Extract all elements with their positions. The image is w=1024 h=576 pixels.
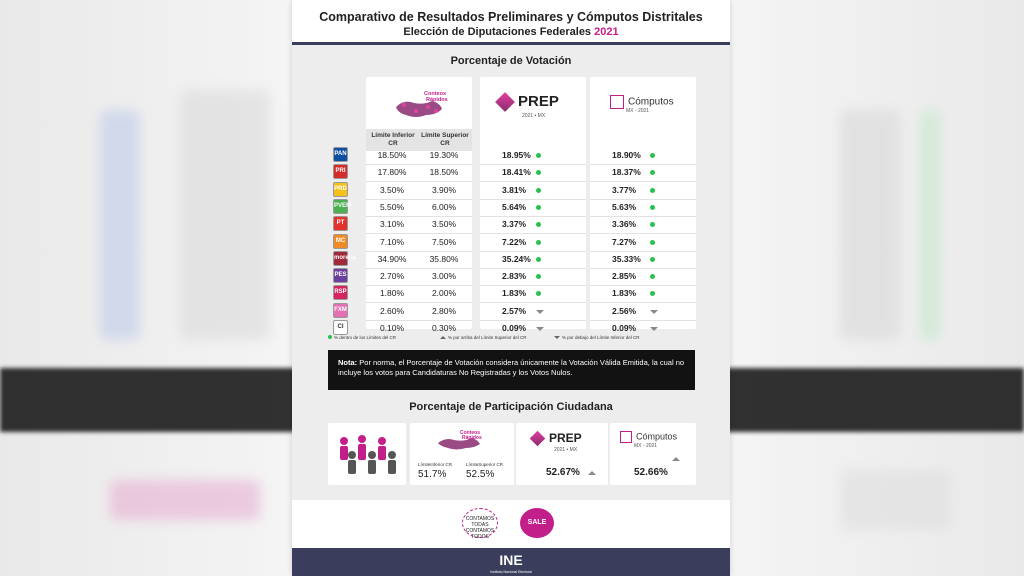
prep-small-sub: 2021 • MX: [554, 447, 578, 453]
lower-limit-cell: 3.50%: [379, 184, 405, 195]
computos-logo-small: [620, 431, 677, 443]
computos-logo-icon: [610, 95, 624, 109]
green-dot-icon: [650, 274, 655, 279]
upper-limit-cell: 35.80%: [429, 253, 459, 264]
participation-lower-label: LímiteInferior CR: [418, 462, 453, 467]
legend-within: [328, 335, 396, 340]
green-dot-icon: [650, 291, 655, 296]
table-row: [328, 285, 696, 302]
computos-logo: [610, 95, 674, 109]
prep-value-cell: 7.22%: [502, 236, 527, 247]
computos-value-cell: 18.90%: [612, 150, 641, 160]
upper-limit-cell: 2.80%: [431, 305, 457, 316]
upper-limit-cell: 3.00%: [431, 271, 457, 282]
document-header: [292, 0, 730, 38]
upper-limit-cell: 0.30%: [431, 323, 457, 333]
subtitle-year: 2021: [594, 26, 619, 38]
computos-above-triangle-icon: [672, 457, 680, 461]
party-logo-icon: FXM: [333, 303, 348, 318]
computos-small-text: Cómputos: [636, 431, 678, 442]
lower-limit-cell: 1.80%: [379, 288, 405, 299]
legend-above-text: % por arriba del Límite Superior del CR: [448, 335, 527, 340]
table-row: [328, 216, 696, 233]
green-dot-icon: [536, 153, 541, 158]
green-dot-icon: [536, 291, 541, 296]
prep-value-cell: 18.41%: [502, 167, 531, 178]
party-logo-icon: PRD: [333, 182, 348, 197]
computos-value-cell: 3.36%: [612, 219, 637, 230]
table-row: [328, 251, 696, 268]
participation-cr-card: [410, 423, 514, 485]
ine-footer: [292, 548, 730, 576]
prep-value-cell: 2.83%: [502, 271, 527, 282]
party-logo-icon: MC: [333, 234, 348, 249]
prep-value-cell: 2.57%: [502, 305, 527, 316]
prep-value-cell: 0.09%: [502, 323, 527, 333]
computos-value-cell: 0.09%: [612, 323, 637, 333]
green-dot-icon: [536, 205, 541, 210]
down-triangle-icon: [650, 310, 658, 314]
down-triangle-icon: [650, 327, 658, 331]
participation-lower-value: 51.7%: [418, 469, 447, 480]
background-blob: [110, 480, 260, 520]
table-row: [328, 164, 696, 181]
computos-logo-sub: MX - 2021: [626, 108, 650, 114]
lower-limit-cell: 2.60%: [379, 305, 405, 316]
party-logo-icon: CI: [333, 320, 348, 335]
table-row: [328, 303, 696, 320]
participation-people-card: [328, 423, 406, 485]
upper-limit-cell: 6.00%: [431, 201, 457, 212]
infographic-document: [292, 0, 730, 576]
lower-limit-cell: 3.10%: [379, 219, 405, 230]
background-blob: [920, 110, 940, 340]
legend-within-text: % dentro de los Límites del CR: [334, 335, 397, 340]
prep-value-cell: 1.83%: [502, 288, 527, 299]
green-dot-icon: [536, 188, 541, 193]
green-dot-icon: [650, 153, 655, 158]
up-triangle-icon: [440, 336, 446, 339]
conteo-rapido-logo: [366, 81, 472, 129]
table-row: [328, 182, 696, 199]
lower-limit-cell: 34.90%: [377, 253, 407, 264]
prep-logo-text: PREP: [518, 93, 559, 110]
conteo-small-line2: Rápidos: [462, 435, 482, 441]
party-logo-icon: PT: [333, 216, 348, 231]
prep-small-diamond-icon: [530, 431, 546, 447]
lower-limit-cell: 17.80%: [377, 167, 407, 178]
participation-upper-label: LímiteSuperior CR: [466, 462, 504, 467]
green-dot-icon: [536, 170, 541, 175]
green-dot-icon: [536, 257, 541, 262]
background-blob: [100, 110, 140, 340]
background-blob: [840, 470, 950, 530]
green-dot-icon: [650, 205, 655, 210]
upper-limit-cell: 7.50%: [431, 236, 457, 247]
green-dot-icon: [650, 240, 655, 245]
down-triangle-icon: [536, 310, 544, 314]
party-logo-icon: PAN: [333, 147, 348, 162]
document-subtitle: [292, 26, 730, 38]
party-logo-icon: PRI: [333, 164, 348, 179]
down-triangle-icon: [536, 327, 544, 331]
upper-limit-cell: 19.30%: [429, 150, 459, 160]
sale-badge: SALE: [520, 508, 554, 538]
ine-logo-text: INE: [499, 552, 523, 568]
green-dot-icon: [650, 170, 655, 175]
prep-value-cell: 5.64%: [502, 201, 527, 212]
col-header-upper: Límite Superior CR: [421, 132, 469, 147]
lower-limit-cell: 7.10%: [379, 236, 405, 247]
green-dot-icon: [328, 335, 332, 339]
col-header-lower: Límite Inferior CR: [371, 132, 415, 147]
upper-limit-cell: 2.00%: [431, 288, 457, 299]
note-label: Nota:: [338, 358, 358, 367]
prep-diamond-icon: [495, 92, 515, 112]
subtitle-text: Elección de Diputaciones Federales: [403, 26, 592, 38]
green-dot-icon: [650, 188, 655, 193]
computos-value-cell: 35.33%: [612, 253, 641, 264]
legend-below-text: % por debajo del Límite Inferior del CR: [562, 335, 640, 340]
upper-limit-cell: 3.50%: [431, 219, 457, 230]
party-logo-icon: PES: [333, 268, 348, 283]
computos-value-cell: 18.37%: [612, 167, 641, 178]
table-row: [328, 199, 696, 216]
prep-small-text: PREP: [549, 431, 582, 445]
computos-value-cell: 2.56%: [612, 305, 637, 316]
computos-logo-text: Cómputos: [628, 96, 674, 108]
upper-limit-cell: 3.90%: [431, 184, 457, 195]
prep-value-cell: 35.24%: [502, 253, 531, 264]
participation-computos-card: [610, 423, 696, 485]
prep-logo: [498, 93, 559, 110]
document-title: Comparativo de Resultados Preliminares y Cómputos Distritales: [319, 10, 703, 24]
party-logo-icon: morena: [333, 251, 348, 266]
table-row: [328, 147, 696, 164]
green-dot-icon: [536, 274, 541, 279]
prep-logo-small: [532, 431, 582, 445]
prep-value-cell: 18.95%: [502, 150, 531, 160]
prep-value-cell: 3.81%: [502, 184, 527, 195]
conteo-small-line1: Conteos: [460, 430, 480, 436]
computos-value-cell: 1.83%: [612, 288, 637, 299]
lower-limit-cell: 18.50%: [377, 150, 407, 160]
legend-above: [440, 335, 527, 340]
lower-limit-cell: 0.10%: [379, 323, 405, 333]
citizens-illustration: [332, 429, 402, 479]
table-row: [328, 268, 696, 285]
computos-value-cell: 5.63%: [612, 201, 637, 212]
participation-section-title: Porcentaje de Participación Ciudadana: [409, 401, 613, 413]
background-blob: [180, 90, 270, 340]
participation-prep-value: 52.67%: [546, 467, 580, 478]
prep-value-cell: 3.37%: [502, 219, 527, 230]
participation-prep-card: [516, 423, 608, 485]
participation-upper-value: 52.5%: [466, 469, 495, 480]
computos-value-cell: 2.85%: [612, 271, 637, 282]
green-dot-icon: [536, 222, 541, 227]
computos-value-cell: 3.77%: [612, 184, 637, 195]
table-row: [328, 234, 696, 251]
lower-limit-cell: 5.50%: [379, 201, 405, 212]
green-dot-icon: [650, 222, 655, 227]
green-dot-icon: [650, 257, 655, 262]
green-dot-icon: [536, 240, 541, 245]
prep-logo-sub: 2021 • MX: [522, 113, 546, 119]
down-triangle-icon: [554, 336, 560, 339]
conteo-line1: Conteos: [424, 91, 446, 97]
upper-limit-cell: 18.50%: [429, 167, 459, 178]
lower-limit-cell: 2.70%: [379, 271, 405, 282]
conteo-line2: Rápidos: [426, 97, 448, 103]
background-blob: [840, 110, 900, 340]
vote-section-title: Porcentaje de Votación: [450, 55, 572, 67]
note-text: Por norma, el Porcentaje de Votación considera únicamente la Votación Válida Emitida, la cual no incluye los votos para Candidaturas No Registradas y los Votos Nulos.: [338, 358, 685, 377]
participation-computos-value: 52.66%: [634, 467, 668, 478]
computos-small-sub: MX - 2021: [634, 443, 658, 449]
conteo-rapido-logo-small: [424, 425, 504, 455]
ine-logo-sub: Instituto Nacional Electoral: [490, 570, 532, 574]
note-box: [328, 350, 695, 390]
computos-small-icon: [620, 431, 632, 443]
results-section: [292, 45, 730, 500]
prep-above-triangle-icon: [588, 471, 596, 475]
contamos-badge: CONTAMOS TODAS CONTAMOS TODOS: [462, 508, 498, 538]
party-logo-icon: RSP: [333, 285, 348, 300]
legend-below: [554, 335, 640, 340]
computos-value-cell: 7.27%: [612, 236, 637, 247]
party-logo-icon: PVEM: [333, 199, 348, 214]
